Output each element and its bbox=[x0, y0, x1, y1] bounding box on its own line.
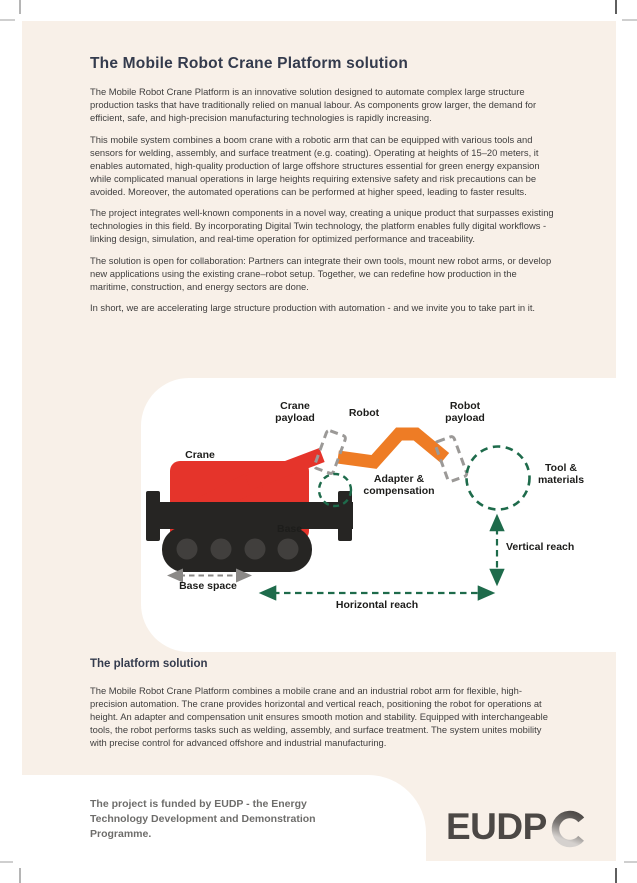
horizontal-reach-label: Horizontal reach bbox=[335, 599, 419, 611]
crane-payload-label: Crane payload bbox=[275, 400, 315, 424]
vertical-reach-label: Vertical reach bbox=[506, 541, 575, 553]
section-paragraph: The Mobile Robot Crane Platform combines a mobile crane and an industrial robot arm for flexible, high-precision automation. The crane provides horizontal and vertical reach, positioning the robot for operations at height. An adapter and compensation unit ensures smooth motion and stability. Equipped with interchangeable tools, the robot performs tasks such as welding, assembly, and surface treatment. The system unites mobility with precise control for advanced offshore and industrial manufacturing. bbox=[90, 685, 548, 748]
base-space-label: Base space bbox=[179, 580, 237, 592]
crane-base-beam bbox=[147, 502, 353, 529]
eudp-logo-ring-icon bbox=[550, 809, 590, 849]
eudp-logo-text: EUDP bbox=[446, 806, 547, 847]
robot-arm bbox=[338, 434, 445, 462]
robot-payload-label: Robot payload bbox=[445, 400, 485, 424]
track-wheel bbox=[278, 539, 299, 560]
section-heading: The platform solution bbox=[90, 658, 208, 670]
robot-label: Robot bbox=[348, 407, 380, 419]
paragraph-2: This mobile system combines a boom crane with a robotic arm that can be equipped with various tools and sensors for welding, assembly, and surface treatment (e.g. coating). Operating at heights of 15–20 meters, it enables automated, high-quality production of large offshore structures essential for green energy expansion while complicated manual operations in large heights requiring extensive safety and risk precautions can be avoided. Moreover, the automated operations can be performed at higher speed, leading to faster results. bbox=[90, 133, 540, 197]
funding-statement: The project is funded by EUDP - the Energy Technology Development and Demonstration Programme. bbox=[90, 798, 316, 840]
page-title: The Mobile Robot Crane Platform solution bbox=[90, 55, 408, 72]
adapter-compensation-label: Adapter & compensation bbox=[363, 473, 435, 497]
paragraph-4: The solution is open for collaboration: Partners can integrate their own tools, mount new robot arms, or develop new applications using the existing crane–robot setup. Together, we can redefine how production in the maritime, construction, and energy sectors are done. bbox=[90, 254, 552, 292]
paragraph-3: The project integrates well-known components in a novel way, creating a unique product that surpasses existing technologies in this field. By incorporating Digital Twin technology, the platform enables fully digital workflows - linking design, simulation, and real-time operation for optimized performance and traceability. bbox=[90, 207, 554, 244]
track-wheel bbox=[177, 539, 198, 560]
track-wheel bbox=[245, 539, 266, 560]
crane-base-post-right bbox=[338, 491, 352, 541]
crane-label: Crane bbox=[185, 449, 215, 461]
tool-materials-circle bbox=[467, 447, 530, 510]
base-label: Base bbox=[277, 523, 303, 535]
paragraph-1: The Mobile Robot Crane Platform is an innovative solution designed to automate complex large structure production tasks that have traditionally relied on manual labour. As components grow larger, the demand for efficient, safe, and high-precision manufacturing technologies is rapidly increasing. bbox=[90, 86, 537, 123]
tool-materials-label: Tool & materials bbox=[537, 462, 585, 486]
paragraph-5: In short, we are accelerating large structure production with automation - and we invite you to take part in it. bbox=[90, 302, 536, 313]
track-wheel bbox=[211, 539, 232, 560]
crane-base-post-left bbox=[146, 491, 160, 541]
adapter-compensation-circle bbox=[319, 474, 351, 506]
